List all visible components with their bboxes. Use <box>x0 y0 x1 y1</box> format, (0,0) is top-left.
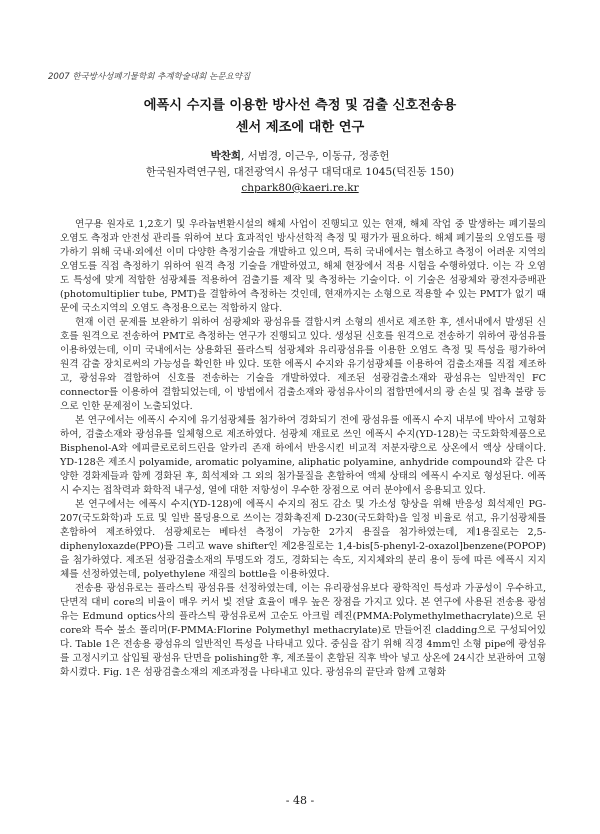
lead-author: 박찬희 <box>210 150 241 162</box>
abstract-body <box>60 218 546 680</box>
paragraph: 연구용 원자로 1,2호기 및 우라늄변환시설의 해체 사업이 진행되고 있는 현재, 해체 작업 중 발생하는 폐기물의 오염도 측정과 안전성 관리를 위하여 보다 효과적인 방사선학적 측정 및 평가가 필요하다. 해체 폐기물의 오염도를 평가하기 위해 국내·외에선 이미 다양한 측정기술을 개발하고 있으며, 특히 국내에서는 협소하고 측정이 어려운 지역의 오염도를 직접 측정하기 위하여 원격 측정 기술을 개발하였고, 해체 현장에서 적용 시험을 수행하였다. 이는 각 오염도 특성에 맞게 적합한 섬광체를 적용하여 검출기를 제작 및 측정하는 기술이다. 이 기술은 섬광체와 광전자증배관(photomultiplier tube, PMT)을 결합하여 측정하는 것인데, 현재까지는 소형으로 적용할 수 있는 PMT가 없기 때문에 국소지역의 오염도 측정용으로는 적합하지 않다. <box>60 219 546 314</box>
author-block <box>0 148 600 196</box>
author-names <box>0 148 600 164</box>
affiliation: 한국원자력연구원, 대전광역시 유성구 대덕대로 1045(덕진동 150) <box>145 166 455 178</box>
page-number: - 48 - <box>285 794 315 807</box>
paper-title <box>0 95 600 139</box>
paragraph: 전송용 광섬유로는 플라스틱 광섬유를 선정하였는데, 이는 유리광섬유보다 광학적인 특성과 가공성이 우수하고, 단면적 대비 core의 비율이 매우 커서 빛 전달 효율이 매우 높은 장점을 가지고 있다. 본 연구에 사용된 전송용 광섬유는 Edmund optics사의 플라스틱 광섬유로써 고순도 아크릴 레진(PMMA:Polymethylmethacrylate)으로 된 core와 특수 불소 폴리머(F-PMMA:Florine Polymethyl methacrylate)로 만들어진 cladding으로 구성되어있다. Table 1은 전송용 광섬유의 일반적인 특성을 나타내고 있다. 중심을 잡기 위해 직경 4mm인 소형 pipe에 광섬유를 고정시키고 삽입될 광섬유 단면을 polishing한 후, 제조물이 혼합된 직후 박아 넣고 상온에 24시간 보관하여 고형화시켰다. Fig. 1은 섬광검출소재의 제조과정을 나타내고 있다. 광섬유의 끝단과 함께 고형화 <box>60 583 546 678</box>
paragraph: 본 연구에서는 에폭시 수지(YD-128)에 에폭시 수지의 점도 감소 및 가소성 향상을 위해 반응성 희석제인 PG-207(국도화학)과 도료 및 일반 몰딩용으로 쓰이는 경화촉진제 D-230(국도화학)을 일정 비율로 섞고, 유기섬광체를 혼합하여 제조하였다. 섬광체로는 베타선 측정이 가능한 2가지 용질을 첨가하였는데, 제1용질로는 2,5-diphenyloxazde(PPO)를 그리고 wave shifter인 제2용질로는 1,4-bis[5-phenyl-2-oxazol]benzene(POPOP)을 첨가하였다. 제조된 섬광검출소재의 투명도와 경도, 경화되는 속도, 지지체와의 분리 용이 등에 따른 에폭시 지지체를 선정하였는데, polyethylene 재질의 bottle을 이용하였다. <box>60 499 546 580</box>
paragraph: 본 연구에서는 에폭시 수지에 유기섬광체를 첨가하여 경화되기 전에 광섬유를 에폭시 수지 내부에 박아서 고형화하여, 검출소재와 광섬유를 일체형으로 제조하였다. 섬광체 재료로 쓰인 에폭시 수지(YD-128)는 국도화학제품으로 Bisphenol-A와 에피클로로히드린을 알카리 존재 하에서 반응시킨 비교적 저분자량으로 상온에서 액상 상태이다. YD-128은 제조시 polyamide, aromatic polyamine, aliphatic polyamine, anhydride compound와 같은 다양한 경화제들과 함께 경화된 후, 희석제와 그 외의 첨가물질을 혼합하여 액체 상태의 에폭시 수지로 형성된다. 에폭시 수지는 접착력과 화학적 내구성, 열에 대한 저항성이 우수한 장점으로 여러 분야에서 응용되고 있다. <box>60 415 546 496</box>
title-line-2: 센서 제조에 대한 연구 <box>235 120 365 135</box>
author-email[interactable]: chpark80@kaeri.re.kr <box>241 182 359 194</box>
title-line-1: 에폭시 수지를 이용한 방사선 측정 및 검출 신호전송용 <box>143 98 457 113</box>
running-head: 2007 한국방사성폐기물학회 추계학술대회 논문요약집 <box>48 72 251 82</box>
paragraph: 현재 이런 문제를 보완하기 위하여 섬광체와 광섬유를 결합시켜 소형의 센서로 제조한 후, 센서내에서 발생된 신호를 원격으로 전송하여 PMT로 측정하는 연구가 진행되고 있다. 생성된 신호를 원격으로 전송하기 위하여 광섬유를 이용하였는데, 이미 국내에서는 상용화된 플라스틱 섬광체와 유리광섬유를 이용한 오염도 측정 및 특성을 평가하여 원격 감출 장치로써의 가능성을 확인한 바 있다. 또한 에폭시 수지와 유기섬광체를 이용하여 검출소재를 직접 제조하고, 광섬유와 결합하여 신호를 전송하는 기술을 개발하였다. 제조된 섬광검출소재와 광섬유는 일반적인 FC connector를 이용하여 결합되었는데, 이 방법에서 검출소재와 광섬유사이의 접합면에서의 광 손실 및 접촉 불량 등으로 인한 문제점이 노출되었다. <box>60 317 546 412</box>
co-authors: , 서범경, 이근우, 이동규, 정종헌 <box>241 150 390 162</box>
